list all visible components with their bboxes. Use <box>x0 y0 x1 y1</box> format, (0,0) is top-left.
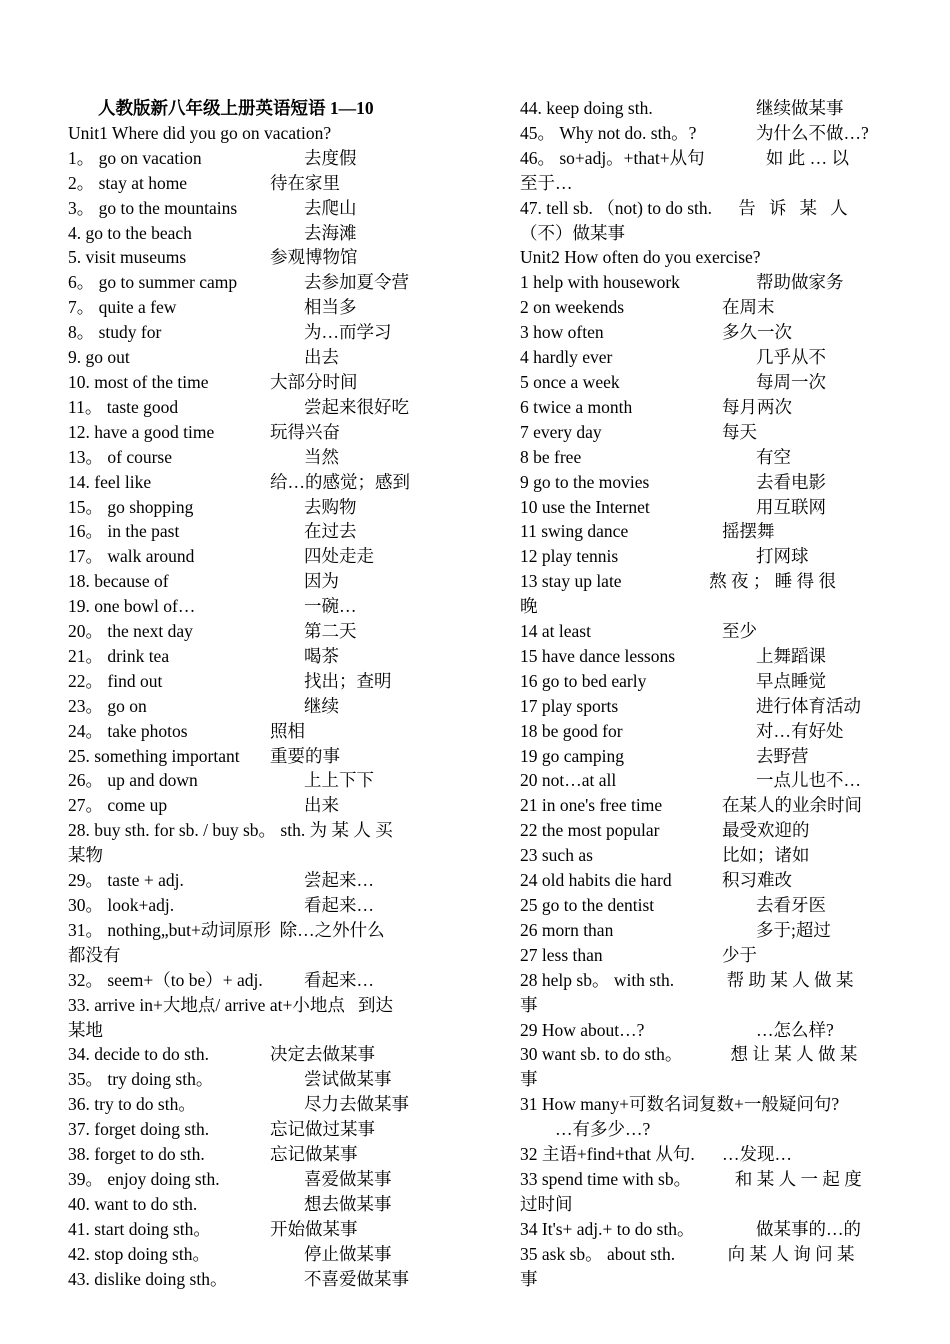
phrase-english: 6。 go to summer camp <box>68 272 238 293</box>
phrase-row <box>520 918 885 943</box>
phrase-english: 25 go to the dentist <box>520 895 655 915</box>
phrase-english: 1。 go on vacation <box>68 147 202 168</box>
phrase-row <box>68 1167 433 1192</box>
phrase-row <box>520 519 885 544</box>
phrase-row <box>68 221 433 246</box>
phrase-row <box>520 121 885 146</box>
phrase-english: 32。 seem+（to be）+ adj. <box>68 969 263 990</box>
list-item: 28 help sb。 with sth. 帮 助 某 人 做 某 <box>520 969 854 990</box>
phrase-row <box>68 669 433 694</box>
right-wrap-31 <box>520 1092 885 1142</box>
right-list-5 <box>520 1142 885 1167</box>
phrase-english: 15 have dance lessons <box>520 645 676 666</box>
phrase-chinese: 为什么不做…? <box>756 122 869 143</box>
phrase-row <box>68 171 433 196</box>
phrase-row <box>520 943 885 968</box>
phrase-chinese: 去海滩 <box>304 222 357 243</box>
phrase-chinese: 帮助做家务 <box>756 272 844 293</box>
phrase-row <box>520 470 885 495</box>
phrase-row <box>68 968 433 993</box>
phrase-row <box>68 420 433 445</box>
phrase-english: 24。 take photos <box>68 720 188 741</box>
left-column <box>68 96 433 1292</box>
phrase-chinese: 去度假 <box>304 147 357 168</box>
phrase-chinese: 少于 <box>722 944 757 965</box>
left-wrap-28 <box>68 818 433 868</box>
list-item: 事 <box>520 994 538 1015</box>
phrase-row <box>68 295 433 320</box>
phrase-chinese: 因为 <box>304 571 339 592</box>
phrase-chinese: 早点睡觉 <box>756 670 826 691</box>
phrase-chinese: 每周一次 <box>756 371 826 392</box>
phrase-row <box>68 146 433 171</box>
phrase-chinese: 给…的感觉；感到 <box>270 471 410 492</box>
right-list-4 <box>520 1018 885 1043</box>
phrase-chinese: 对…有好处 <box>756 720 844 741</box>
list-item: 过时间 <box>520 1193 573 1214</box>
phrase-english: 10 use the Internet <box>520 496 650 517</box>
phrase-row <box>68 370 433 395</box>
phrase-chinese: 摇摆舞 <box>722 521 775 542</box>
phrase-english: 11。 taste good <box>68 396 179 417</box>
list-item: 13 stay up late 熬 夜 ； 睡 得 很 <box>520 571 836 592</box>
phrase-english: 19 go camping <box>520 745 625 766</box>
phrase-chinese: 照相 <box>270 720 305 741</box>
list-item: 47. tell sb. （not) to do sth. 告 诉 某 人 <box>520 197 848 218</box>
phrase-english: 29 How about…? <box>520 1019 645 1040</box>
phrase-english: 20 not…at all <box>520 770 617 791</box>
phrase-chinese: 忘记做过某事 <box>270 1119 375 1140</box>
phrase-chinese: 做某事的…的 <box>756 1218 861 1239</box>
right-wrap-47 <box>520 196 885 246</box>
phrase-english: 11 swing dance <box>520 521 629 542</box>
phrase-chinese: 尽力去做某事 <box>304 1094 409 1115</box>
right-wrap-28 <box>520 968 885 1018</box>
phrase-chinese: 每天 <box>722 421 757 442</box>
phrase-row <box>68 1092 433 1117</box>
phrase-row <box>520 768 885 793</box>
left-list-2 <box>68 868 433 918</box>
phrase-row <box>520 669 885 694</box>
phrase-row <box>68 868 433 893</box>
phrase-english: 12 play tennis <box>520 546 619 567</box>
phrase-english: 23。 go on <box>68 695 147 716</box>
phrase-row <box>68 196 433 221</box>
phrase-english: 13。 of course <box>68 446 173 467</box>
phrase-english: 6 twice a month <box>520 396 633 417</box>
phrase-english: 42. stop doing sth。 <box>68 1243 210 1264</box>
phrase-chinese: 在周末 <box>722 297 775 318</box>
right-list-3 <box>520 619 885 968</box>
left-wrap-33 <box>68 993 433 1043</box>
phrase-chinese: 一点儿也不… <box>756 770 861 791</box>
list-item: 31 How many+可数名词复数+一般疑问句? <box>520 1094 840 1115</box>
list-item: 33 spend time with sb。 和 某 人 一 起 度 <box>520 1168 862 1189</box>
right-wrap-33 <box>520 1167 885 1217</box>
phrase-row <box>68 644 433 669</box>
phrase-row <box>520 818 885 843</box>
left-list-1 <box>68 146 433 818</box>
phrase-chinese: 去看电影 <box>756 471 826 492</box>
phrase-chinese: 停止做某事 <box>304 1243 392 1264</box>
phrase-chinese: 重要的事 <box>270 745 340 766</box>
phrase-english: 40. want to do sth. <box>68 1193 198 1214</box>
phrase-chinese: 继续做某事 <box>756 98 844 118</box>
list-item: 事 <box>520 1268 538 1289</box>
list-item: 晚 <box>520 596 538 617</box>
phrase-english: 2。 stay at home <box>68 172 188 193</box>
phrase-row <box>520 395 885 420</box>
phrase-row <box>68 1067 433 1092</box>
unit2-heading: Unit2 How often do you exercise? <box>520 247 761 268</box>
phrase-chinese: 决定去做某事 <box>270 1044 375 1065</box>
phrase-english: 5 once a week <box>520 371 620 392</box>
phrase-chinese: 一碗… <box>304 596 357 617</box>
phrase-chinese: 上舞蹈课 <box>756 645 826 666</box>
phrase-row <box>520 893 885 918</box>
phrase-english: 44. keep doing sth. <box>520 98 653 118</box>
list-item: 30 want sb. to do sth。 想 让 某 人 做 某 <box>520 1044 858 1065</box>
list-item: 至于… <box>520 172 573 193</box>
phrase-row <box>520 370 885 395</box>
phrase-row <box>68 694 433 719</box>
phrase-row <box>520 295 885 320</box>
phrase-english: 22 the most popular <box>520 820 660 841</box>
phrase-english: 21 in one's free time <box>520 795 663 816</box>
right-list-1 <box>520 96 885 146</box>
phrase-chinese: 打网球 <box>756 546 809 567</box>
phrase-chinese: 去野营 <box>756 745 809 766</box>
phrase-row <box>68 270 433 295</box>
phrase-chinese: 尝试做某事 <box>304 1069 392 1090</box>
phrase-chinese: 进行体育活动 <box>756 695 861 716</box>
left-list-4 <box>68 1042 433 1291</box>
phrase-row <box>520 619 885 644</box>
phrase-chinese: 四处走走 <box>304 546 374 567</box>
phrase-english: 24 old habits die hard <box>520 870 672 891</box>
phrase-chinese: 为…而学习 <box>304 322 392 343</box>
phrase-english: 27。 come up <box>68 795 168 816</box>
phrase-chinese: 玩得兴奋 <box>270 421 340 442</box>
list-item: 31。 nothing„but+动词原形 除…之外什么 <box>68 919 385 940</box>
phrase-chinese: 用互联网 <box>756 496 826 517</box>
phrase-chinese: 至少 <box>722 621 757 642</box>
phrase-english: 9 go to the movies <box>520 471 650 492</box>
phrase-row <box>68 1267 433 1292</box>
phrase-row <box>68 1042 433 1067</box>
phrase-row <box>520 96 885 121</box>
phrase-chinese: 几乎从不 <box>756 347 826 368</box>
phrase-english: 12. have a good time <box>68 421 215 442</box>
phrase-row <box>520 694 885 719</box>
phrase-english: 30。 look+adj. <box>68 895 175 915</box>
phrase-chinese: 多于;超过 <box>756 919 831 940</box>
phrase-english: 36. try to do sth。 <box>68 1094 196 1115</box>
right-wrap-35 <box>520 1242 885 1292</box>
phrase-english: 25. something important <box>68 745 240 766</box>
list-item: 46。 so+adj。+that+从句 如 此 … 以 <box>520 147 850 168</box>
phrase-row <box>520 345 885 370</box>
phrase-row <box>68 1192 433 1217</box>
phrase-chinese: 去爬山 <box>304 197 357 218</box>
phrase-chinese: 在过去 <box>304 521 357 542</box>
phrase-chinese: 忘记做某事 <box>270 1144 358 1165</box>
phrase-chinese: 去购物 <box>304 496 357 517</box>
phrase-english: 5. visit museums <box>68 247 187 268</box>
phrase-row <box>68 719 433 744</box>
phrase-chinese: 第二天 <box>304 621 357 642</box>
phrase-chinese: 喝茶 <box>304 645 339 666</box>
phrase-row <box>68 744 433 769</box>
phrase-english: 16 go to bed early <box>520 670 647 691</box>
phrase-chinese: 喜爱做某事 <box>304 1168 392 1189</box>
phrase-chinese: 待在家里 <box>270 172 340 193</box>
phrase-chinese: …发现… <box>722 1144 792 1165</box>
phrase-chinese: 找出；查明 <box>304 670 392 691</box>
right-column <box>520 96 885 1292</box>
phrase-english: 32 主语+find+that 从句. <box>520 1144 695 1165</box>
left-list-3 <box>68 968 433 993</box>
phrase-english: 23 such as <box>520 845 593 866</box>
phrase-chinese: 每月两次 <box>722 396 792 417</box>
phrase-english: 38. forget to do sth. <box>68 1144 205 1165</box>
phrase-row <box>68 544 433 569</box>
phrase-chinese: 出去 <box>304 347 339 368</box>
phrase-chinese: 看起来… <box>304 895 374 915</box>
phrase-row <box>520 868 885 893</box>
phrase-row <box>68 395 433 420</box>
list-item: 某物 <box>68 845 103 866</box>
phrase-chinese: 比如；诸如 <box>722 845 810 866</box>
phrase-chinese: 最受欢迎的 <box>722 820 810 841</box>
phrase-english: 22。 find out <box>68 670 163 691</box>
phrase-english: 8。 study for <box>68 322 162 343</box>
phrase-english: 7。 quite a few <box>68 297 177 318</box>
right-wrap-46 <box>520 146 885 196</box>
phrase-row <box>68 470 433 495</box>
phrase-english: 41. start doing sth。 <box>68 1218 211 1239</box>
phrase-row <box>68 519 433 544</box>
phrase-row <box>520 644 885 669</box>
phrase-row <box>68 495 433 520</box>
phrase-row <box>68 1242 433 1267</box>
list-item: 28. buy sth. for sb. / buy sb。 sth. 为 某 人 买 <box>68 820 393 841</box>
list-item: 都没有 <box>68 944 121 965</box>
phrase-english: 3。 go to the mountains <box>68 197 238 218</box>
phrase-chinese: 积习难改 <box>722 870 792 891</box>
phrase-english: 37. forget doing sth. <box>68 1119 210 1140</box>
list-item: 35 ask sb。 about sth. 向 某 人 询 问 某 <box>520 1243 855 1264</box>
phrase-chinese: 相当多 <box>304 297 357 318</box>
phrase-row <box>68 893 433 918</box>
phrase-english: 10. most of the time <box>68 371 209 392</box>
phrase-english: 8 be free <box>520 446 582 467</box>
list-item: 33. arrive in+大地点/ arrive at+小地点 到达 <box>68 994 393 1015</box>
phrase-row <box>68 320 433 345</box>
phrase-row <box>68 768 433 793</box>
phrase-row <box>68 793 433 818</box>
page-title: 人教版新八年级上册英语短语 1—10 <box>98 98 374 118</box>
phrase-english: 1 help with housework <box>520 272 680 293</box>
phrase-row <box>520 270 885 295</box>
phrase-english: 17。 walk around <box>68 546 195 567</box>
phrase-row <box>68 1142 433 1167</box>
left-wrap-31 <box>68 918 433 968</box>
phrase-chinese: 去看牙医 <box>756 895 826 915</box>
phrase-row <box>68 569 433 594</box>
phrase-english: 26 morn than <box>520 919 614 940</box>
phrase-chinese: 多久一次 <box>722 322 792 343</box>
phrase-chinese: 上上下下 <box>304 770 374 791</box>
phrase-row <box>520 793 885 818</box>
phrase-english: 14. feel like <box>68 471 152 492</box>
phrase-chinese: 在某人的业余时间 <box>722 795 862 816</box>
right-wrap-13 <box>520 569 885 619</box>
phrase-row <box>520 1217 885 1242</box>
phrase-english: 29。 taste + adj. <box>68 870 184 891</box>
phrase-english: 18. because of <box>68 571 169 592</box>
phrase-english: 18 be good for <box>520 720 623 741</box>
phrase-chinese: 想去做某事 <box>304 1193 392 1214</box>
phrase-row <box>68 345 433 370</box>
phrase-english: 17 play sports <box>520 695 619 716</box>
phrase-row <box>520 320 885 345</box>
phrase-english: 15。 go shopping <box>68 496 194 517</box>
phrase-row <box>520 843 885 868</box>
phrase-english: 14 at least <box>520 621 591 642</box>
phrase-chinese: 有空 <box>756 446 791 467</box>
phrase-chinese: 去参加夏令营 <box>304 272 409 293</box>
phrase-english: 4 hardly ever <box>520 347 613 368</box>
list-item: …有多少…? <box>520 1119 651 1140</box>
list-item: 事 <box>520 1069 538 1090</box>
phrase-chinese: 继续 <box>304 695 339 716</box>
phrase-chinese: 大部分时间 <box>270 371 358 392</box>
unit1-heading: Unit1 Where did you go on vacation? <box>68 122 332 143</box>
phrase-chinese: 开始做某事 <box>270 1218 358 1239</box>
phrase-row <box>520 1142 885 1167</box>
phrase-english: 9. go out <box>68 347 130 368</box>
phrase-english: 2 on weekends <box>520 297 625 318</box>
phrase-row <box>520 445 885 470</box>
phrase-english: 19. one bowl of… <box>68 596 196 617</box>
phrase-chinese: 看起来… <box>304 969 374 990</box>
phrase-english: 35。 try doing sth。 <box>68 1069 214 1090</box>
phrase-row <box>68 445 433 470</box>
list-item: （不）做某事 <box>520 222 625 243</box>
list-item: 某地 <box>68 1019 103 1040</box>
phrase-chinese: …怎么样? <box>756 1019 834 1040</box>
right-list-2 <box>520 270 885 569</box>
phrase-english: 3 how often <box>520 322 604 343</box>
phrase-chinese: 出来 <box>304 795 339 816</box>
phrase-english: 39。 enjoy doing sth. <box>68 1168 220 1189</box>
phrase-row <box>520 495 885 520</box>
phrase-english: 34. decide to do sth. <box>68 1044 209 1065</box>
phrase-row <box>68 619 433 644</box>
phrase-chinese: 尝起来很好吃 <box>304 396 409 417</box>
phrase-row <box>520 1018 885 1043</box>
phrase-english: 4. go to the beach <box>68 222 192 243</box>
phrase-english: 34 It's+ adj.+ to do sth。 <box>520 1218 695 1239</box>
phrase-english: 7 every day <box>520 421 602 442</box>
phrase-chinese: 参观博物馆 <box>270 247 358 268</box>
right-list-6 <box>520 1217 885 1242</box>
phrase-chinese: 不喜爱做某事 <box>304 1268 409 1289</box>
phrase-row <box>520 420 885 445</box>
phrase-chinese: 当然 <box>304 446 339 467</box>
phrase-english: 21。 drink tea <box>68 645 170 666</box>
phrase-row <box>68 245 433 270</box>
phrase-row <box>68 1117 433 1142</box>
phrase-row <box>68 594 433 619</box>
phrase-chinese: 尝起来… <box>304 870 374 891</box>
phrase-row <box>520 544 885 569</box>
phrase-row <box>520 744 885 769</box>
phrase-english: 45。 Why not do. sth。? <box>520 122 697 143</box>
phrase-english: 26。 up and down <box>68 770 198 791</box>
phrase-english: 43. dislike doing sth。 <box>68 1268 228 1289</box>
phrase-english: 27 less than <box>520 944 603 965</box>
phrase-row <box>68 1217 433 1242</box>
phrase-english: 20。 the next day <box>68 621 193 642</box>
phrase-row <box>520 719 885 744</box>
right-wrap-30 <box>520 1042 885 1092</box>
phrase-english: 16。 in the past <box>68 521 180 542</box>
